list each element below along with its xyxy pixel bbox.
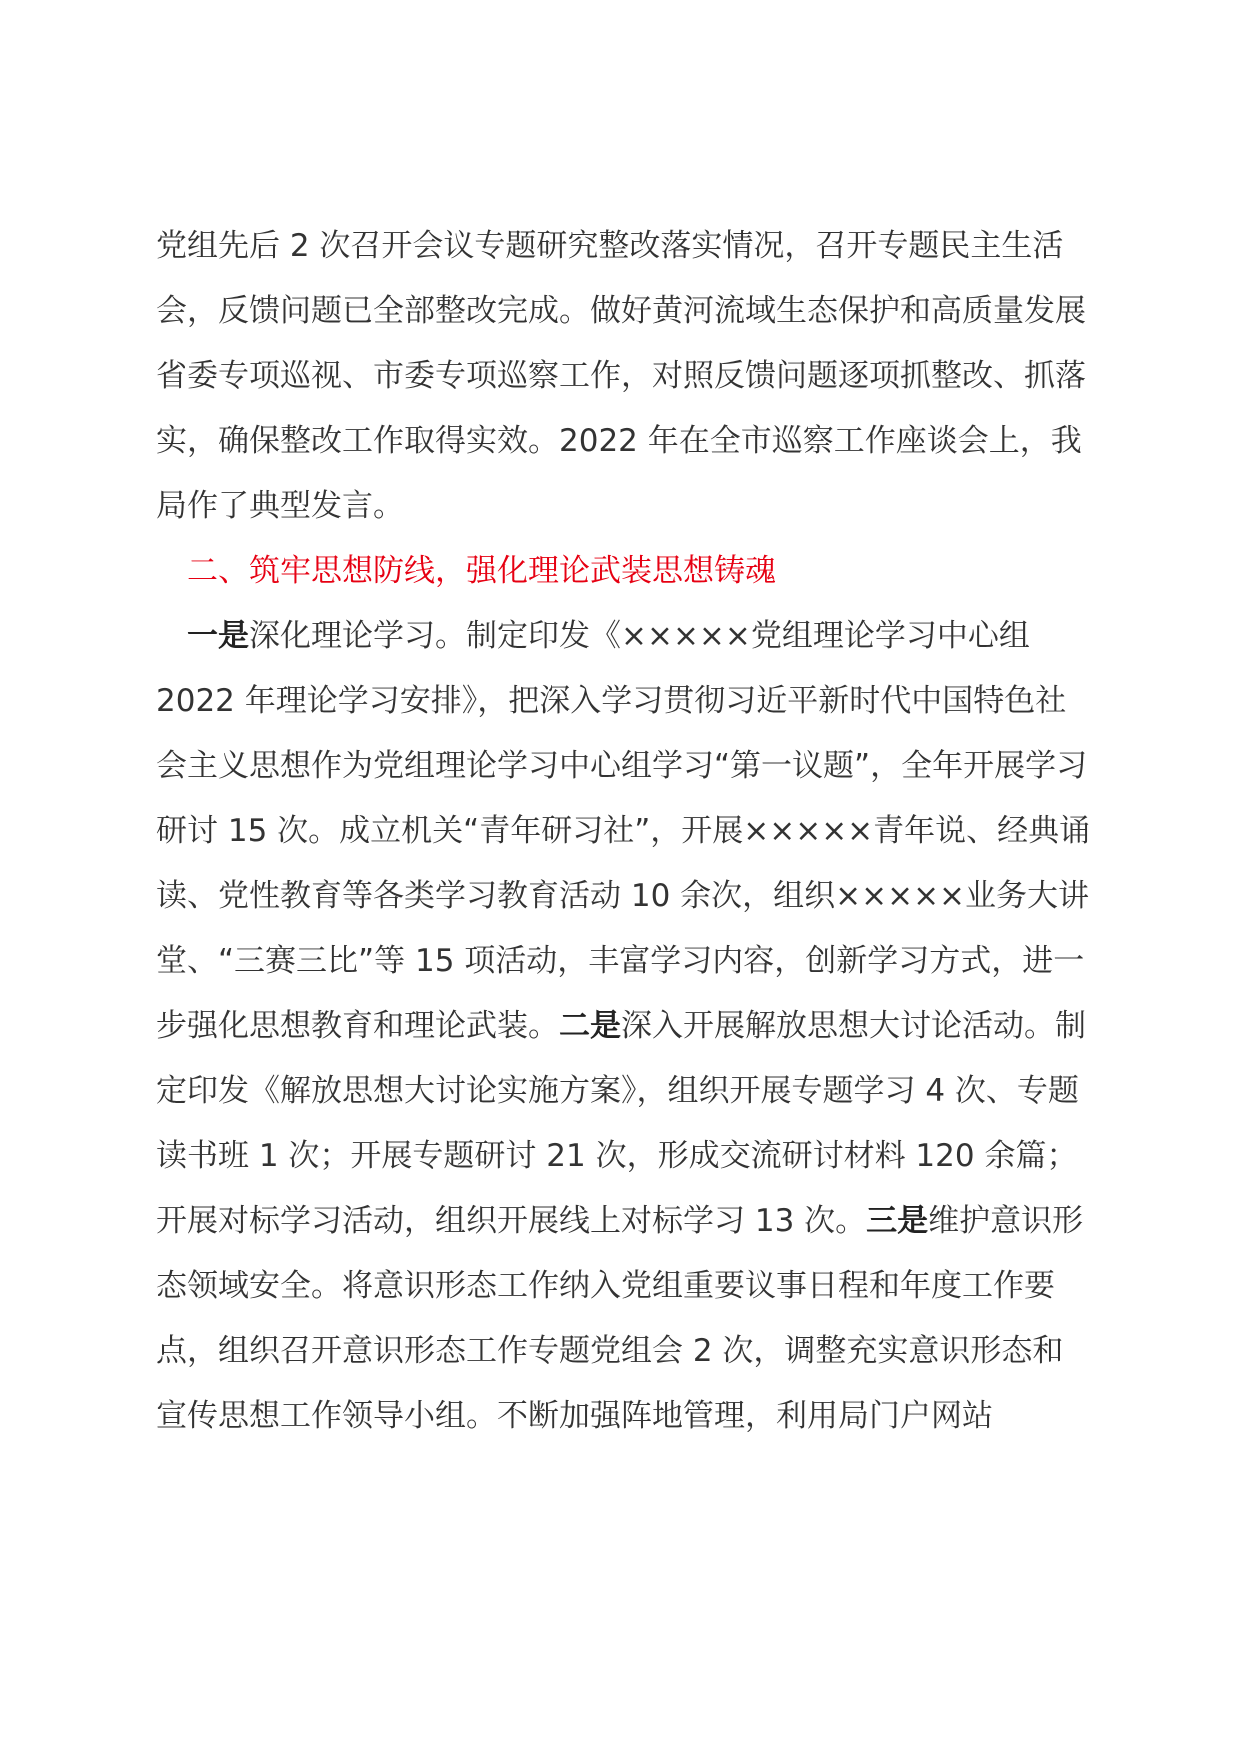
paragraph-inspection-rectification: 党组先后 2 次召开会议专题研究整改落实情况，召开专题民主生活会，反馈问题已全部整改完成。做好黄河流域生态保护和高质量发展省委专项巡视、市委专项巡察工作，对照反馈问题逐项抓整改、抓落实，确保整改工作取得实效。2022 年在全市巡察工作座谈会上，我局作了典型发言。 bbox=[156, 228, 1086, 524]
section-heading-2: 二、筑牢思想防线，强化理论武装思想铸魂 bbox=[187, 553, 776, 589]
item-1-label: 一是 bbox=[187, 618, 249, 654]
item-1-text: 深化理论学习。制定印发《×××××党组理论学习中心组 2022 年理论学习安排》，把深入学习贯彻习近平新时代中国特色社会主义思想作为党组理论学习中心组学习“第一议题”，全年开展学习研讨 15 次。成立机关“青年研习社”，开展×××××青年说、经典诵读、党性教育等各类学习教育活动 10 余次，组织×××××业务大讲堂、“三赛三比”等 15 项活动，丰富学习内容，创新学习方式，进一步强化思想教育和理论武装。 bbox=[156, 618, 1091, 1044]
document-body bbox=[156, 214, 1092, 1449]
item-3-text: 维护意识形态领域安全。将意识形态工作纳入党组重要议事日程和年度工作要点，组织召开意识形态工作专题党组会 2 次，调整充实意识形态和宣传思想工作领导小组。不断加强阵地管理，利用局门户网站 bbox=[156, 1203, 1084, 1434]
paragraph-theory-study bbox=[156, 604, 1092, 1449]
item-3-label: 三是 bbox=[866, 1203, 929, 1239]
item-2-label: 二是 bbox=[559, 1008, 621, 1044]
item-2-text: 深入开展解放思想大讨论活动。制定印发《解放思想大讨论实施方案》，组织开展专题学习 4 次、专题读书班 1 次；开展专题研讨 21 次，形成交流研讨材料 120 余篇；开展对标学习活动，组织开展线上对标学习 13 次。 bbox=[156, 1008, 1086, 1239]
